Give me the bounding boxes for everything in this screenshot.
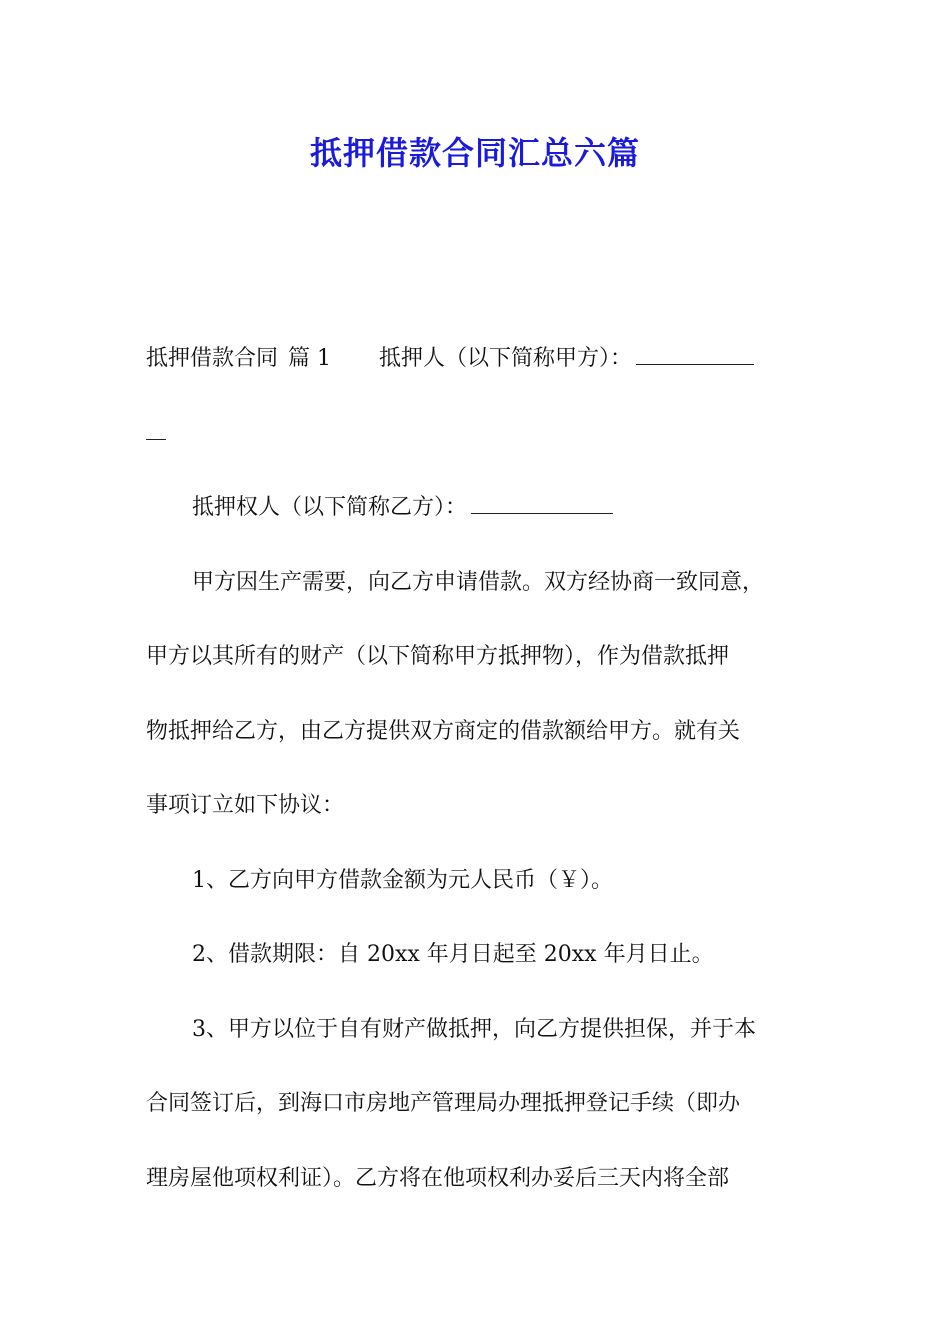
paragraph-1-line-1: 甲方因生产需要，向乙方申请借款。双方经协商一致同意， <box>192 569 765 595</box>
document-title: 抵押借款合同汇总六篇 <box>309 134 640 172</box>
mortgagor-blank-tail <box>146 421 166 440</box>
clause-2: 2、借款期限：自 20xx 年月日起至 20xx 年月日止。 <box>192 942 714 967</box>
clause-3-line-3: 理房屋他项权利证）。乙方将在他项权利办妥后三天内将全部 <box>146 1165 730 1191</box>
contract-heading-label: 抵押借款合同 <box>146 346 279 371</box>
mortgagee-blank <box>471 495 613 514</box>
mortgagor-label: 抵押人（以下简称甲方）： <box>379 346 633 371</box>
mortgagee-label: 抵押权人（以下简称乙方）： <box>192 495 468 520</box>
clause-3-line-2: 合同签订后，到海口市房地产管理局办理抵押登记手续（即办 <box>146 1091 741 1116</box>
paragraph-1-line-3: 物抵押给乙方，由乙方提供双方商定的借款额给甲方。就有关 <box>146 718 741 744</box>
mortgagor-blank-continuation <box>146 397 816 472</box>
paragraph-1-line-2: 甲方以其所有的财产（以下简称甲方抵押物），作为借款抵押 <box>146 644 730 669</box>
clause-1: 1、乙方向甲方借款金额为元人民币（￥）。 <box>192 867 613 893</box>
mortgagor-blank <box>636 346 754 365</box>
clause-3-line-1: 3、甲方以位于自有财产做抵押，向乙方提供担保，并于本 <box>192 1016 756 1042</box>
paragraph-1-line-4: 事项订立如下协议： <box>146 793 345 818</box>
document-body <box>146 322 816 1216</box>
heading-line <box>146 322 816 397</box>
contract-heading-number: 篇 1 <box>288 346 332 371</box>
mortgagee-line <box>146 471 816 546</box>
